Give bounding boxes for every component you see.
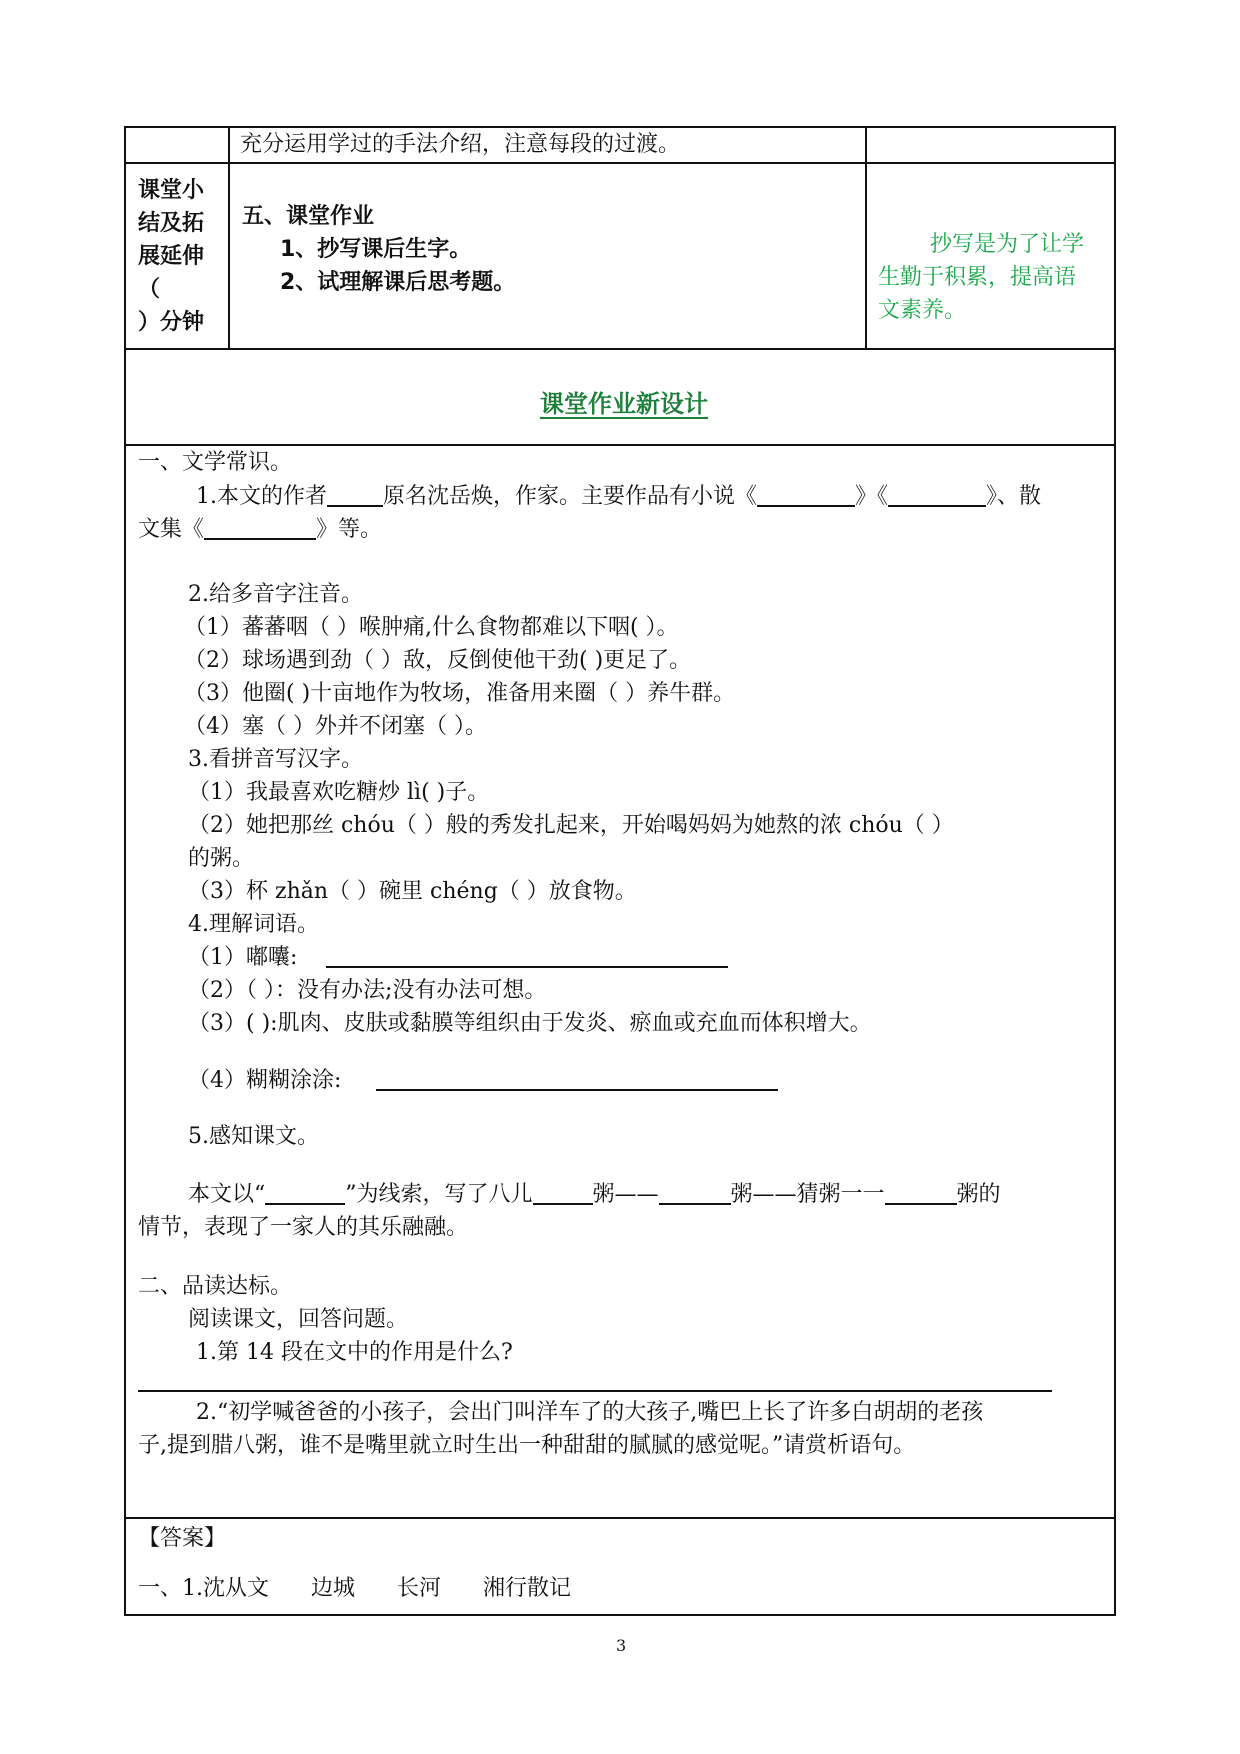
section-2-intro: 阅读课文，回答问题。: [188, 1307, 409, 1332]
homework-item-1: 1、抄写课后生字。: [280, 237, 472, 262]
q4-item-4: （4）糊糊涂涂:: [188, 1068, 342, 1093]
q3-heading: 3.看拼音写汉字。: [188, 747, 363, 772]
section-1-heading: 一、文学常识。: [138, 450, 293, 475]
q1-line-2: [138, 513, 382, 546]
table-left-border: [124, 126, 126, 1616]
q1-text-b: 原名沈岳焕，作家。主要作品有小说《: [383, 484, 758, 509]
q5-text-a: 本文以“: [188, 1182, 266, 1207]
column-divider-right: [865, 126, 867, 350]
answer-novel-1: 边城: [311, 1576, 356, 1601]
plot-blank-1: [533, 1181, 593, 1205]
q2-item-2: （2）球场遇到劲（ ）敌，反倒使他干劲( )更足了。: [184, 648, 692, 673]
essay-blank: [204, 516, 316, 540]
q2-item-1: （1）蕃蕃咽（ ）喉肿痛,什么食物都难以下咽( ）。: [184, 615, 679, 640]
section-2-q1-answer-line: [138, 1390, 1052, 1392]
q1-text-a: 1.本文的作者: [196, 484, 327, 509]
page-number: 3: [616, 1636, 627, 1655]
answer-author: 一、1.沈从文: [138, 1576, 269, 1601]
answer-heading: 【答案】: [138, 1526, 227, 1551]
answer-essay: 湘行散记: [483, 1576, 572, 1601]
novel-blank-1: [757, 483, 855, 507]
author-blank: [327, 483, 383, 507]
q5-text-d: 粥——猜粥一一: [730, 1182, 885, 1207]
q2-item-4: （4）塞（ ）外并不闭塞（ ）。: [184, 714, 487, 739]
design-title: 课堂作业新设计: [540, 390, 708, 418]
plot-blank-3: [885, 1181, 957, 1205]
section-2-q1: 1.第 14 段在文中的作用是什么?: [196, 1340, 513, 1365]
q5-text-b: ”为线索，写了八儿: [345, 1182, 533, 1207]
summary-label-line: ）分钟: [138, 310, 205, 335]
column-divider-left: [228, 126, 230, 350]
summary-label-line: （: [138, 277, 161, 302]
q1-text-f: 》等。: [316, 517, 383, 542]
summary-label-line: 结及拓: [138, 211, 205, 236]
section-2-q2-line-2: 子,提到腊八粥，谁不是嘴里就立时生出一种甜甜的腻腻的感觉呢。”请赏析语句。: [138, 1433, 916, 1458]
q5-heading: 5.感知课文。: [188, 1124, 319, 1149]
q3-item-3: （3）杯 zhǎn（ ）碗里 chéng（ ）放食物。: [188, 879, 637, 904]
section-2-q2-line-1: 2.“初学喊爸爸的小孩子，会出门叫洋车了的大孩子,嘴巴上长了许多白胡胡的老孩: [196, 1400, 984, 1425]
plot-blank-2: [659, 1181, 731, 1205]
q1-line-1: [196, 480, 1041, 513]
q5-text-c: 粥——: [592, 1182, 659, 1207]
row-divider-4: [124, 1517, 1116, 1519]
q1-text-d: 》、散: [986, 484, 1042, 509]
q5-text-e: 粥的: [956, 1182, 1001, 1207]
table-right-border: [1114, 126, 1116, 1616]
q5-line-1: [188, 1178, 1001, 1211]
row-divider-2: [124, 348, 1116, 350]
note-line: 文素养。: [878, 298, 967, 323]
q4-answer-line-4: [376, 1089, 778, 1091]
homework-item-2: 2、试理解课后思考题。: [280, 270, 516, 295]
q1-text-e: 文集《: [138, 517, 205, 542]
answer-novel-2: 长河: [397, 1576, 442, 1601]
q2-heading: 2.给多音字注音。: [188, 582, 363, 607]
q3-item-2-cont: 的粥。: [188, 846, 255, 871]
answer-line-1: [138, 1572, 571, 1605]
summary-label-line: 课堂小: [138, 178, 205, 203]
top-row-text: 充分运用学过的手法介绍，注意每段的过渡。: [240, 132, 681, 157]
table-bottom-border: [124, 1614, 1116, 1616]
q4-answer-line-1: [326, 966, 728, 968]
q4-heading: 4.理解词语。: [188, 912, 319, 937]
q2-item-3: （3）他圈( )十亩地作为牧场，准备用来圈（ ）养牛群。: [184, 681, 736, 706]
novel-blank-2: [888, 483, 986, 507]
summary-label-line: 展延伸: [138, 244, 205, 269]
row-divider-1: [124, 162, 1116, 164]
q3-item-1: （1）我最喜欢吃糖炒 lì( )子。: [188, 780, 490, 805]
q5-line-2: 情节，表现了一家人的其乐融融。: [138, 1215, 469, 1240]
section-2-heading: 二、品读达标。: [138, 1274, 293, 1299]
q4-item-3: （3）( ):肌肉、皮肤或黏膜等组织由于发炎、瘀血或充血而体积增大。: [188, 1011, 872, 1036]
q1-text-c: 》《: [855, 484, 889, 509]
clue-blank: [265, 1181, 345, 1205]
q3-item-2: （2）她把那丝 chóu（ ）般的秀发扎起来，开始喝妈妈为她熬的浓 chóu（ ）: [188, 813, 954, 838]
homework-heading: 五、课堂作业: [242, 204, 375, 229]
q4-item-2: （2）（ ）：没有办法;没有办法可想。: [188, 978, 547, 1003]
note-line: 生勤于积累，提高语: [878, 265, 1077, 290]
q4-item-1: （1）嘟囔:: [188, 945, 298, 970]
note-line: 抄写是为了让学: [930, 232, 1085, 257]
